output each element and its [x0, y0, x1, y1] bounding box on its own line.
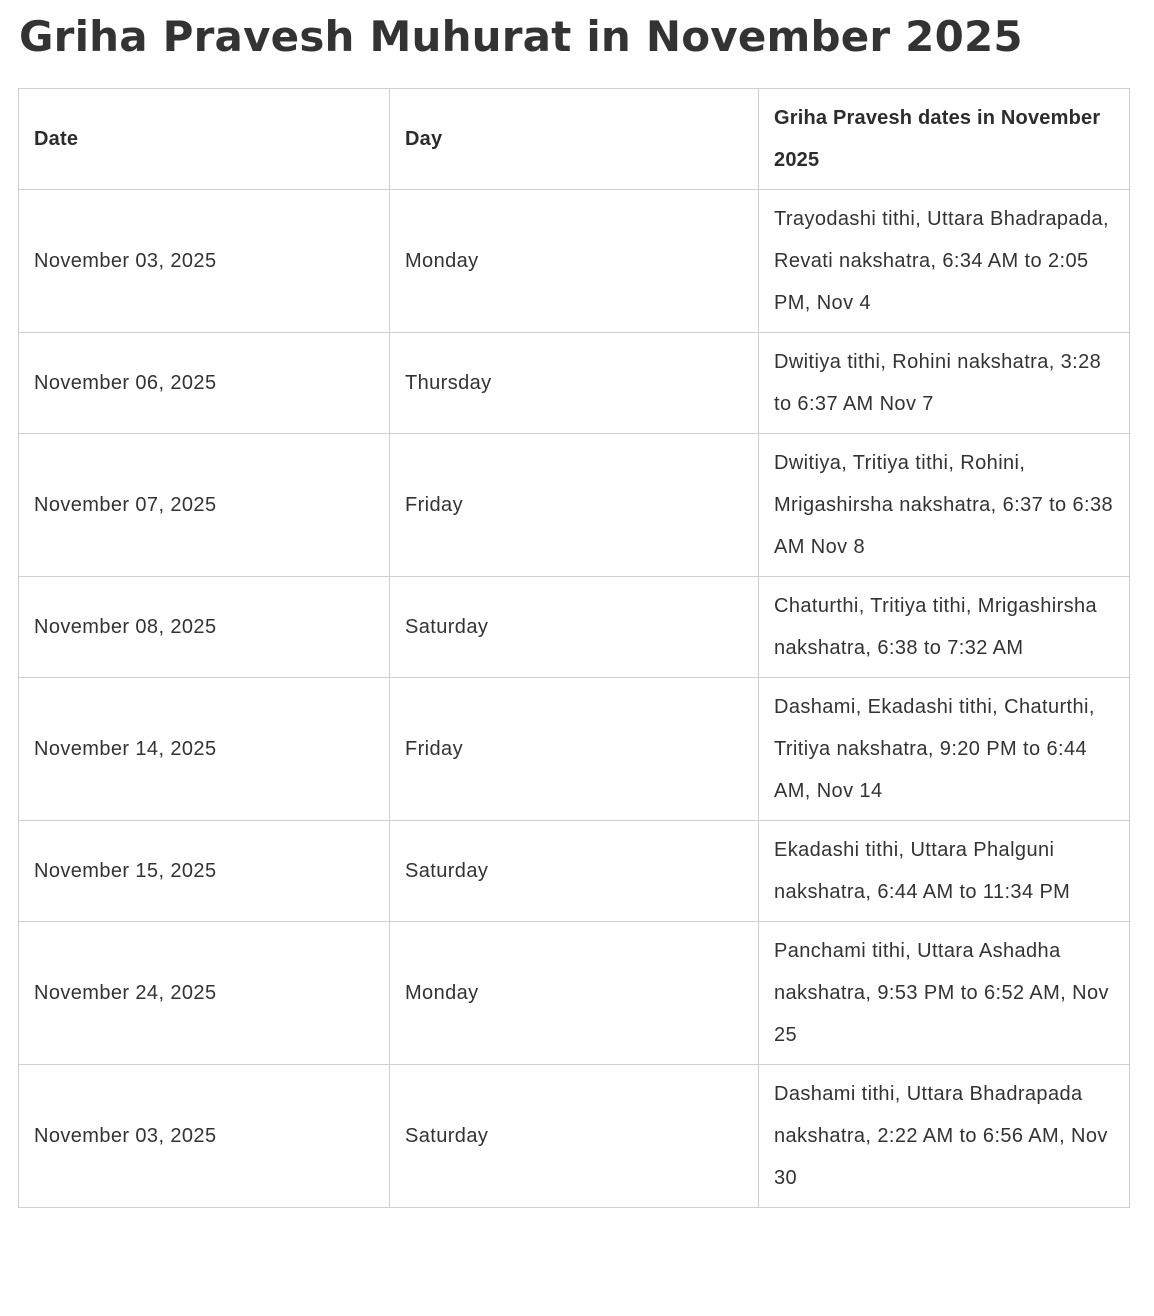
row-details: Chaturthi, Tritiya tithi, Mrigashirsha nakshatra, 6:38 to 7:32 AM	[759, 577, 1130, 678]
row-details: Dwitiya, Tritiya tithi, Rohini, Mrigashirsha nakshatra, 6:37 to 6:38 AM Nov 8	[759, 434, 1130, 577]
row-day: Friday	[390, 434, 759, 577]
header-date: Date	[19, 89, 390, 190]
table-row	[19, 333, 1130, 434]
row-date: November 03, 2025	[19, 1065, 390, 1208]
table-header-row	[19, 89, 1130, 190]
row-day: Monday	[390, 922, 759, 1065]
header-day: Day	[390, 89, 759, 190]
row-date: November 07, 2025	[19, 434, 390, 577]
row-date: November 24, 2025	[19, 922, 390, 1065]
row-day: Thursday	[390, 333, 759, 434]
row-date: November 08, 2025	[19, 577, 390, 678]
table-row	[19, 190, 1130, 333]
row-date: November 15, 2025	[19, 821, 390, 922]
muhurat-table	[18, 88, 1130, 1208]
row-date: November 14, 2025	[19, 678, 390, 821]
row-day: Saturday	[390, 1065, 759, 1208]
table-row	[19, 922, 1130, 1065]
row-details: Trayodashi tithi, Uttara Bhadrapada, Revati nakshatra, 6:34 AM to 2:05 PM, Nov 4	[759, 190, 1130, 333]
row-date: November 03, 2025	[19, 190, 390, 333]
row-details: Ekadashi tithi, Uttara Phalguni nakshatra, 6:44 AM to 11:34 PM	[759, 821, 1130, 922]
row-details: Dashami tithi, Uttara Bhadrapada nakshatra, 2:22 AM to 6:56 AM, Nov 30	[759, 1065, 1130, 1208]
row-details: Panchami tithi, Uttara Ashadha nakshatra, 9:53 PM to 6:52 AM, Nov 25	[759, 922, 1130, 1065]
table-row	[19, 434, 1130, 577]
table-row	[19, 1065, 1130, 1208]
row-details: Dashami, Ekadashi tithi, Chaturthi, Tritiya nakshatra, 9:20 PM to 6:44 AM, Nov 14	[759, 678, 1130, 821]
table-row	[19, 678, 1130, 821]
table-row	[19, 577, 1130, 678]
row-date: November 06, 2025	[19, 333, 390, 434]
row-day: Saturday	[390, 577, 759, 678]
row-day: Monday	[390, 190, 759, 333]
header-details: Griha Pravesh dates in November 2025	[759, 89, 1130, 190]
table-row	[19, 821, 1130, 922]
page-title: Griha Pravesh Muhurat in November 2025	[19, 12, 1023, 61]
row-details: Dwitiya tithi, Rohini nakshatra, 3:28 to 6:37 AM Nov 7	[759, 333, 1130, 434]
row-day: Saturday	[390, 821, 759, 922]
row-day: Friday	[390, 678, 759, 821]
